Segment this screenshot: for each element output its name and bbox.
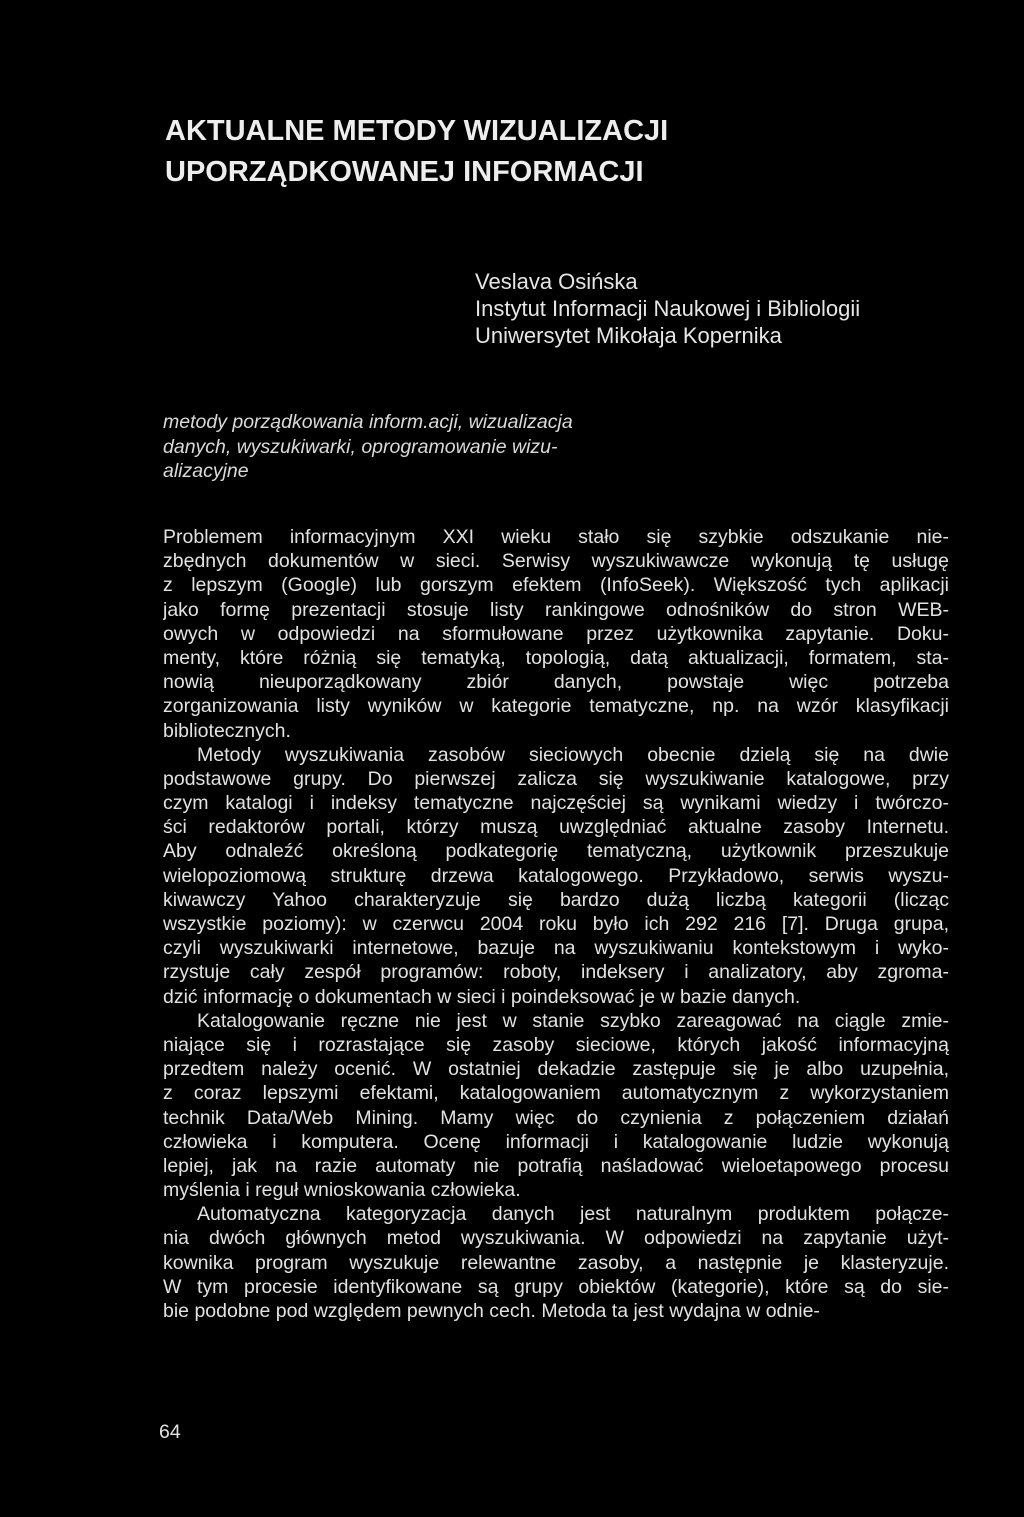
article-title-line-1: AKTUALNE METODY WIZUALIZACJI — [165, 115, 669, 147]
body-line: bibliotecznych. — [163, 719, 291, 742]
author-block — [475, 268, 945, 349]
body-line: Katalogowanie ręczne nie jest w stanie szybko zareagować na ciągle zmie- — [197, 1009, 949, 1032]
body-line: menty, które różnią się tematyką, topologią, datą aktualizacji, formatem, sta- — [163, 646, 949, 669]
body-line: rzystuje cały zespół programów: roboty, indeksery i analizatory, aby zgroma- — [163, 961, 949, 984]
keywords-block — [163, 410, 633, 484]
body-line: ści redaktorów portali, którzy muszą uwzględniać aktualne zasoby Internetu. — [163, 816, 949, 839]
body-line: W tym procesie identyfikowane są grupy obiektów (kategorie), które są do sie- — [163, 1275, 949, 1298]
body-line: niające się i rozrastające się zasoby sieciowe, których jakość informacyjną — [163, 1033, 949, 1056]
body-line: wszystkie poziomy): w czerwcu 2004 roku było ich 292 216 [7]. Druga grupa, — [163, 913, 949, 935]
body-line: Metody wyszukiwania zasobów sieciowych obecnie dzielą się na dwie — [197, 743, 949, 766]
body-line: owych w odpowiedzi na sformułowane przez użytkownika zapytanie. Doku- — [163, 622, 949, 645]
body-paragraph — [163, 1009, 949, 1203]
body-line: Problemem informacyjnym XXI wieku stało się szybkie odszukanie nie- — [163, 526, 949, 548]
body-line: przedtem należy ocenić. W ostatniej dekadzie zastępuje się je albo uzupełnia, — [163, 1058, 949, 1081]
author-name: Veslava Osińska — [475, 269, 638, 294]
body-line: Aby odnaleźć określoną podkategorię tematyczną, użytkownik przeszukuje — [163, 840, 949, 863]
body-line: kiwawczy Yahoo charakteryzuje się bardzo dużą liczbą kategorii (licząc — [163, 888, 949, 911]
body-line: wielopoziomową strukturę drzewa katalogowego. Przykładowo, serwis wyszu- — [163, 864, 949, 887]
body-line: zorganizowania listy wyników w kategorie tematyczne, np. na wzór klasyfikacji — [163, 695, 949, 718]
body-paragraph — [163, 1202, 949, 1323]
article-body — [163, 525, 949, 1323]
body-line: czyli wyszukiwarki internetowe, bazuje na wyszukiwaniu kontekstowym i wyko- — [163, 937, 949, 960]
body-line: człowieka i komputera. Ocenę informacji i katalogowanie ludzie wykonują — [163, 1130, 949, 1153]
body-line: zbędnych dokumentów w sieci. Serwisy wyszukiwawcze wykonują tę usługę — [163, 550, 949, 573]
body-line: dzić informację o dokumentach w sieci i poindeksować je w bazie danych. — [163, 985, 801, 1008]
body-line: nowią nieuporządkowany zbiór danych, powstaje więc potrzeba — [163, 671, 949, 694]
keywords-line-1: metody porządkowania inform.acji, wizualizacja — [163, 411, 573, 433]
body-line: nia dwóch głównych metod wyszukiwania. W odpowiedzi na zapytanie użyt- — [163, 1227, 949, 1250]
body-paragraph — [163, 525, 949, 743]
body-line: z lepszym (Google) lub gorszym efektem (InfoSeek). Większość tych aplikacji — [163, 574, 949, 597]
keywords-line-3: alizacyjne — [163, 460, 249, 482]
article-title-line-2: UPORZĄDKOWANEJ INFORMACJI — [165, 156, 644, 188]
body-line: z coraz lepszymi efektami, katalogowaniem automatycznym z wykorzystaniem — [163, 1082, 949, 1105]
body-paragraph — [163, 743, 949, 1009]
body-line: podstawowe grupy. Do pierwszej zalicza się wyszukiwanie katalogowe, przy — [163, 767, 949, 790]
body-line: Automatyczna kategoryzacja danych jest naturalnym produktem połącze- — [197, 1203, 949, 1226]
page-number: 64 — [159, 1421, 181, 1443]
author-university: Uniwersytet Mikołaja Kopernika — [475, 323, 782, 348]
body-line: kownika program wyszukuje relewantne zasoby, a następnie je klasteryzuje. — [163, 1251, 949, 1274]
author-institute: Instytut Informacji Naukowej i Bibliologii — [475, 296, 861, 321]
body-line: jako formę prezentacji stosuje listy rankingowe odnośników do stron WEB- — [163, 598, 949, 621]
body-line: czym katalogi i indeksy tematyczne najczęściej są wynikami wiedzy i twórczo- — [163, 792, 949, 815]
body-line: technik Data/Web Mining. Mamy więc do czynienia z połączeniem działań — [163, 1106, 949, 1129]
keywords-line-2: danych, wyszukiwarki, oprogramowanie wizu- — [163, 435, 558, 458]
body-line: myślenia i reguł wnioskowania człowieka. — [163, 1179, 521, 1202]
article-title — [165, 111, 925, 193]
body-line: lepiej, jak na razie automaty nie potrafią naśladować wieloetapowego procesu — [163, 1154, 949, 1177]
body-line: bie podobne pod względem pewnych cech. Metoda ta jest wydajna w odnie- — [163, 1300, 820, 1322]
